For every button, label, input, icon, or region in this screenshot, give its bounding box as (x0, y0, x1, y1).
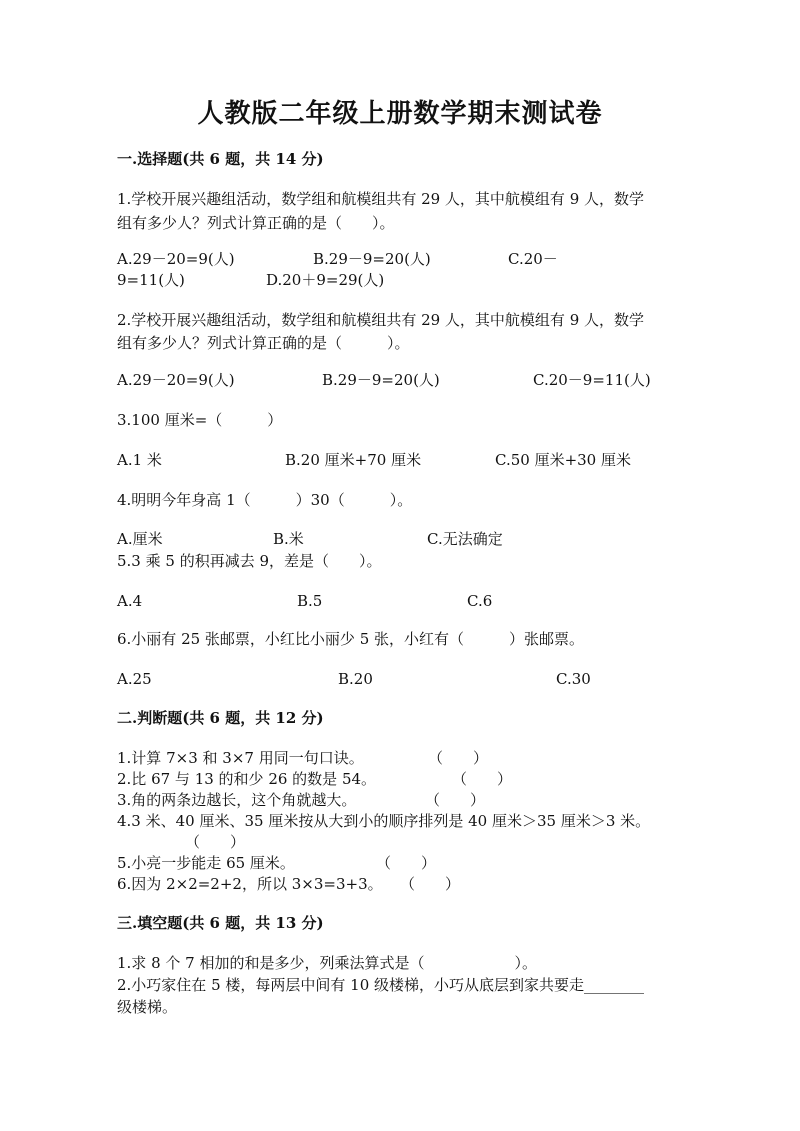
question-5-text: 5.3 乘 5 的积再减去 9，差是（ ）。 (117, 552, 382, 570)
section-heading-fill-blank: 三.填空题(共 6 题，共 13 分) (117, 914, 324, 932)
fill-blank-2-line-1: 2.小巧家住在 5 楼，每两层中间有 10 级楼梯，小巧从底层到家共要走________ (117, 976, 645, 994)
question-5-option-b: B.5 (297, 592, 323, 610)
question-1-option-a: A.29－20=9(人) (117, 250, 235, 268)
question-2-option-a: A.29－20=9(人) (117, 371, 235, 389)
judgement-5-text: 5.小亮一步能走 65 厘米。 (117, 854, 295, 872)
section-heading-judgement: 二.判断题(共 6 题，共 12 分) (117, 709, 324, 727)
judgement-5-paren: （ ） (376, 854, 437, 872)
judgement-4-paren: （ ） (185, 833, 246, 851)
question-1-line-2: 组有多少人？列式计算正确的是（ ）。 (117, 214, 395, 232)
question-4-option-c: C.无法确定 (427, 530, 503, 548)
question-3-text: 3.100 厘米=（ ） (117, 411, 283, 429)
question-6-option-a: A.25 (117, 670, 152, 688)
question-1-option-c-cont: 9=11(人) (117, 271, 185, 289)
question-3-option-c: C.50 厘米+30 厘米 (495, 451, 631, 469)
question-2-option-b: B.29－9=20(人) (322, 371, 440, 389)
question-5-option-c: C.6 (467, 592, 493, 610)
question-2-option-c: C.20－9=11(人) (533, 371, 651, 389)
question-1-line-1: 1.学校开展兴趣组活动，数学组和航模组共有 29 人，其中航模组有 9 人，数学 (117, 190, 645, 208)
question-6-option-b: B.20 (338, 670, 373, 688)
question-4-option-b: B.米 (273, 530, 304, 548)
question-3-option-a: A.1 米 (117, 451, 162, 469)
question-2-line-1: 2.学校开展兴趣组活动，数学组和航模组共有 29 人，其中航模组有 9 人，数学 (117, 311, 645, 329)
fill-blank-2-line-2: 级楼梯。 (117, 998, 178, 1016)
judgement-2-text: 2.比 67 与 13 的和少 26 的数是 54。 (117, 770, 377, 788)
question-3-option-b: B.20 厘米+70 厘米 (285, 451, 422, 469)
question-1-option-c: C.20－ (508, 250, 558, 268)
judgement-2-paren: （ ） (452, 770, 513, 788)
question-6-option-c: C.30 (556, 670, 591, 688)
judgement-3-text: 3.角的两条边越长，这个角就越大。 (117, 791, 357, 809)
judgement-1-paren: （ ） (428, 749, 489, 767)
judgement-4-text: 4.3 米、40 厘米、35 厘米按从大到小的顺序排列是 40 厘米＞35 厘米＞3 米。 (117, 812, 651, 830)
question-2-line-2: 组有多少人？列式计算正确的是（ ）。 (117, 334, 410, 352)
question-4-text: 4.明明今年身高 1（ ）30（ ）。 (117, 491, 413, 509)
judgement-3-paren: （ ） (425, 791, 486, 809)
section-heading-choice: 一.选择题(共 6 题，共 14 分) (117, 150, 324, 168)
question-1-option-b: B.29－9=20(人) (313, 250, 431, 268)
question-1-option-d: D.20＋9=29(人) (266, 271, 385, 289)
judgement-6-paren: （ ） (400, 875, 461, 893)
question-4-option-a: A.厘米 (117, 530, 163, 548)
judgement-1-text: 1.计算 7×3 和 3×7 用同一句口诀。 (117, 749, 364, 767)
judgement-6-text: 6.因为 2×2=2+2，所以 3×3=3+3。 (117, 875, 383, 893)
question-6-text: 6.小丽有 25 张邮票，小红比小丽少 5 张，小红有（ ）张邮票。 (117, 630, 585, 648)
page-title: 人教版二年级上册数学期末测试卷 (197, 99, 603, 129)
question-5-option-a: A.4 (117, 592, 143, 610)
fill-blank-1-text: 1.求 8 个 7 相加的和是多少，列乘法算式是（ ）。 (117, 954, 537, 972)
